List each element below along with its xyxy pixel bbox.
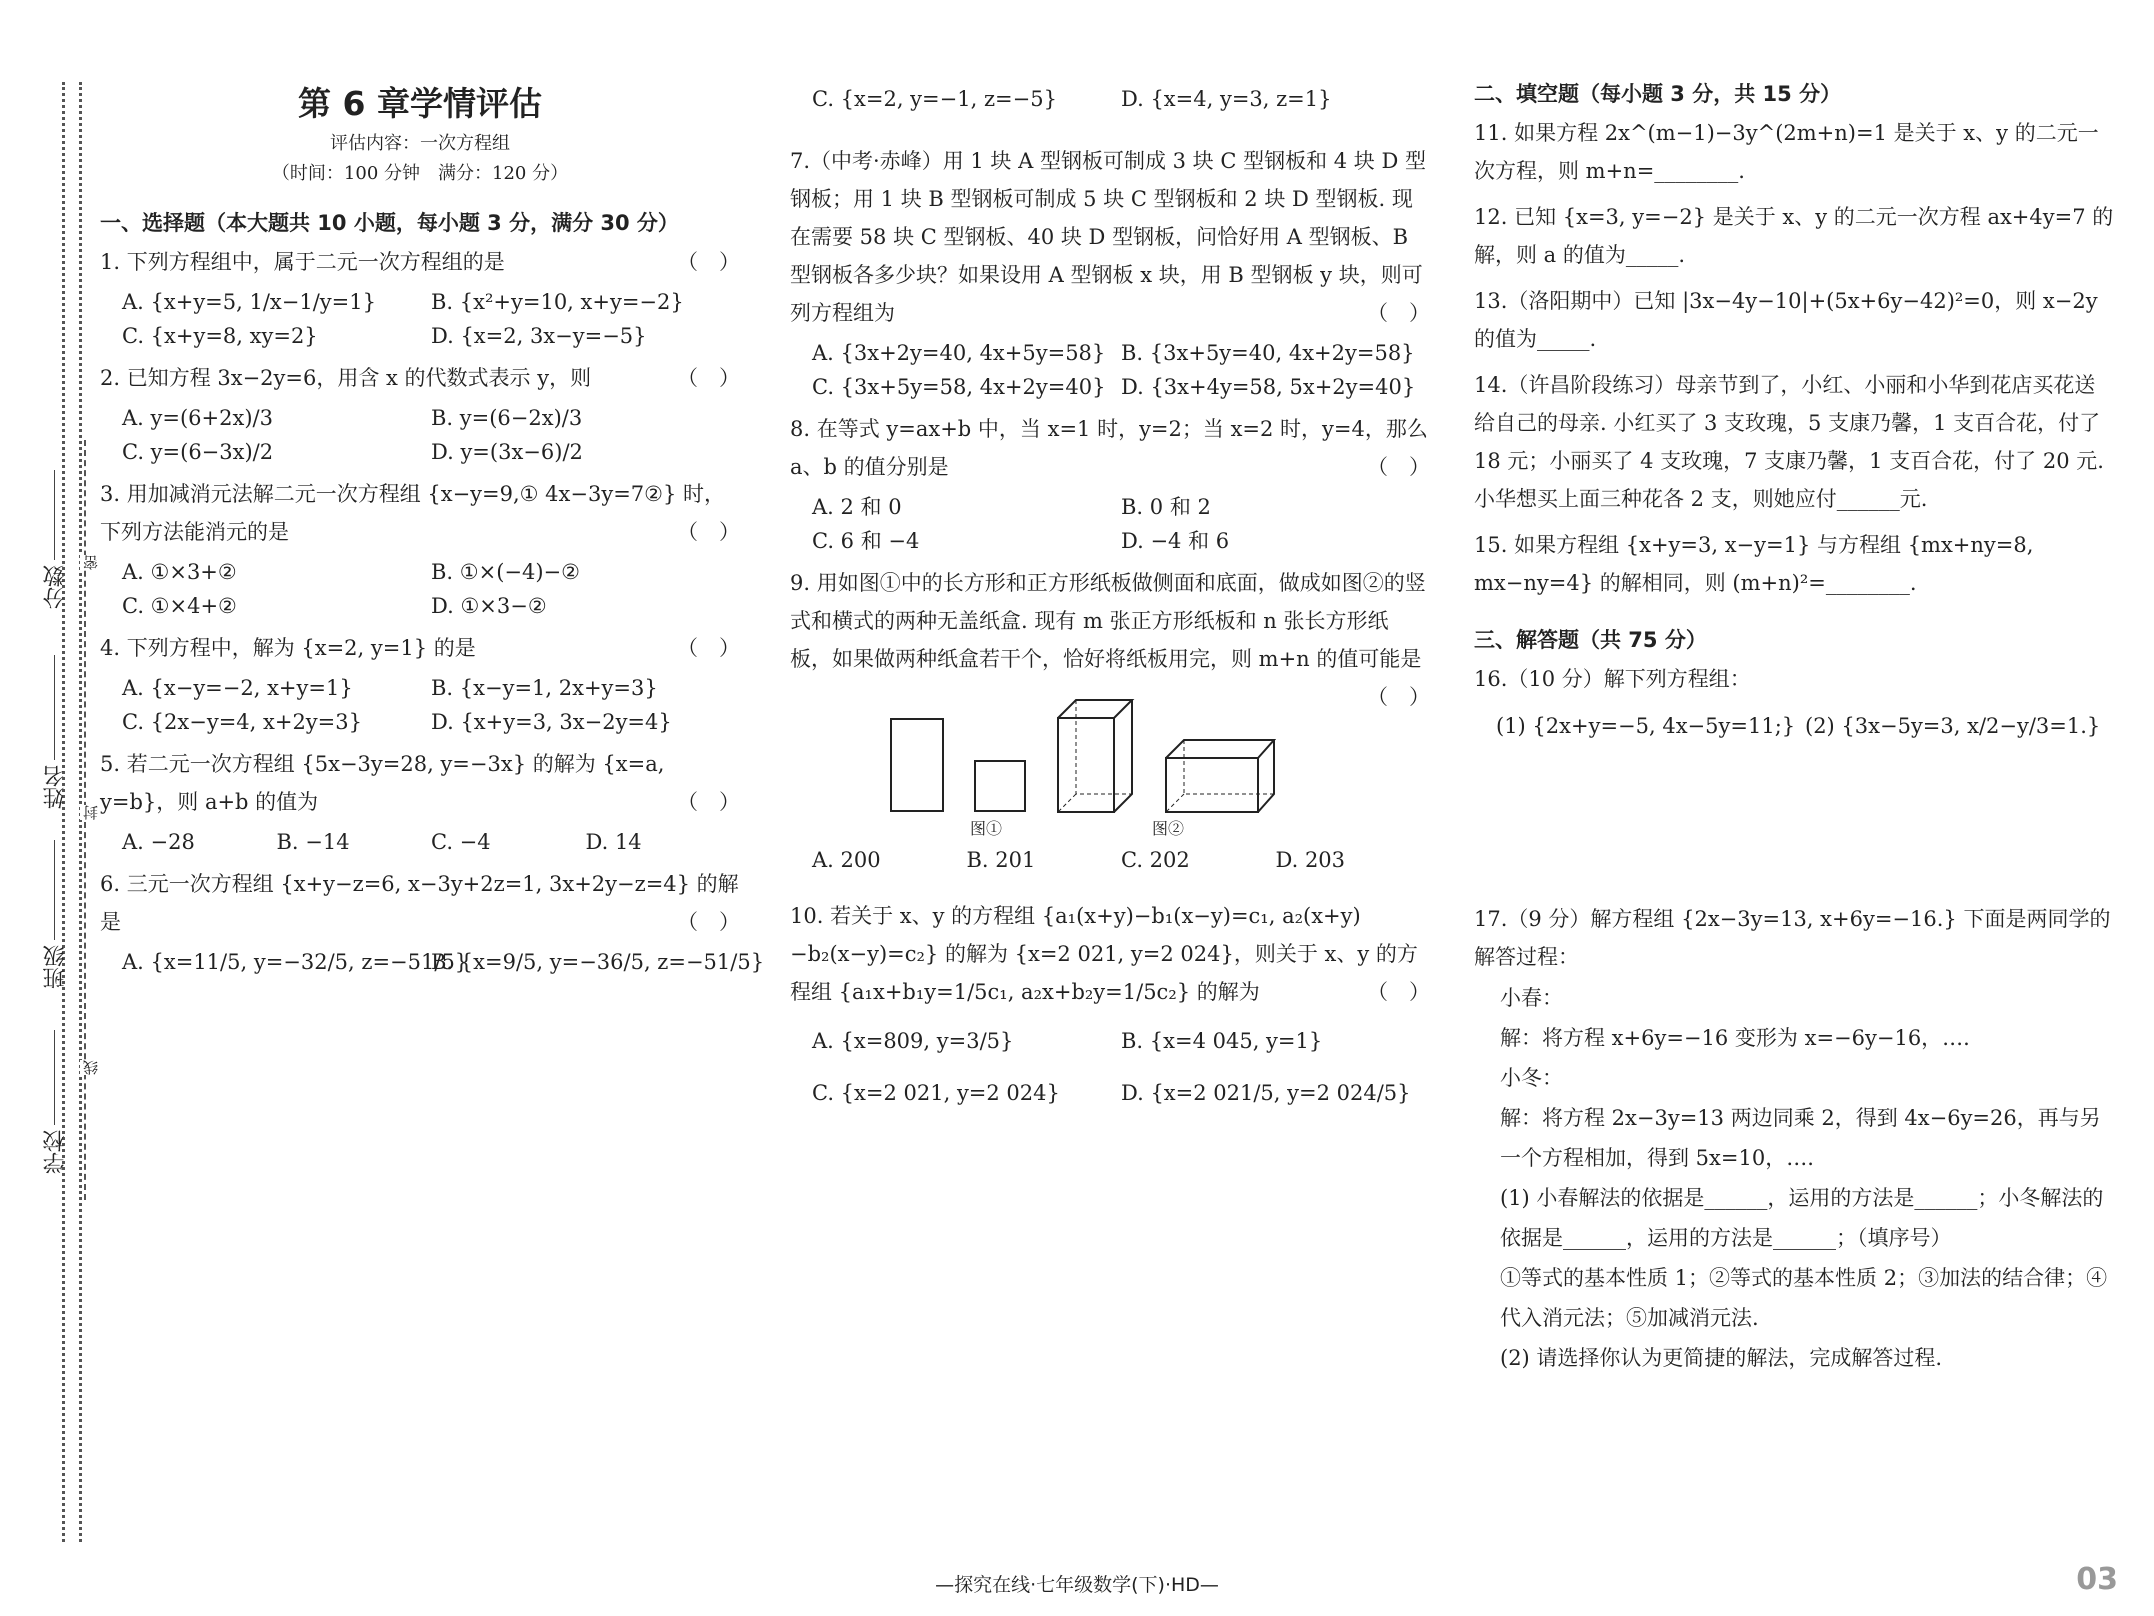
answer-paren: （ ） <box>677 636 740 660</box>
options-10 <box>812 1015 1430 1119</box>
student-2-name: 小冬： <box>1500 1066 1563 1090</box>
question-12: 12. 已知 {x=3, y=−2} 是关于 x、y 的二元一次方程 ax+4y=7 的解，则 a 的值为_____. <box>1474 205 2114 267</box>
question-16-parts <box>1496 702 2114 750</box>
question-text: 9. 用如图①中的长方形和正方形纸板做侧面和底面，做成如图②的竖式和横式的两种无盖纸盒. 现有 m 张正方形纸板和 n 张长方形纸板，如果做两种纸盒若干个，恰好将纸板用完，则 m+n 的值可能是 <box>790 571 1426 671</box>
question-text: 3. 用加减消元法解二元一次方程组 {x−y=9,① 4x−3y=7②} 时，下列方法能消元的是 <box>100 482 726 544</box>
option: A. {x=809, y=3/5} <box>812 1029 1014 1053</box>
option: D. 14 <box>585 830 642 854</box>
square-board-figure <box>974 760 1028 814</box>
options-1 <box>122 285 740 353</box>
option: A. 2 和 0 <box>812 495 902 519</box>
name-blank <box>54 655 55 760</box>
question-4 <box>100 629 740 667</box>
options-6 <box>122 945 765 979</box>
options-7 <box>812 336 1430 404</box>
option: B. −14 <box>276 830 350 854</box>
option: A. y=(6+2x)/3 <box>122 406 273 430</box>
options-8 <box>812 490 1430 558</box>
option: B. y=(6−2x)/3 <box>431 406 583 430</box>
answer-paren: （ ） <box>677 366 740 390</box>
option: C. 6 和 −4 <box>812 529 920 553</box>
question-5 <box>100 745 740 821</box>
option: C. {x+y=8, xy=2} <box>122 324 318 348</box>
page-number: 03 <box>2076 1562 2118 1597</box>
option: C. y=(6−3x)/2 <box>122 440 274 464</box>
figure-captions <box>970 816 1430 839</box>
option: A. {x=11/5, y=−32/5, z=−51/5} <box>122 950 469 974</box>
answer-paren: （ ） <box>677 910 740 934</box>
option: D. y=(3x−6)/2 <box>431 440 583 464</box>
answer-paren: （ ） <box>1367 301 1430 325</box>
time-info: （时间：100 分钟 满分：120 分） <box>271 163 569 184</box>
option: C. −4 <box>431 830 491 854</box>
options-9 <box>812 843 1430 877</box>
options-5 <box>122 825 740 859</box>
option: C. {x=2 021, y=2 024} <box>812 1081 1060 1105</box>
figure-1-caption: 图① <box>970 819 1003 838</box>
figure-2-caption: 图② <box>1152 819 1185 838</box>
section-choice: 一、选择题（本大题共 10 小题，每小题 3 分，满分 30 分） <box>100 211 679 235</box>
option: A. {3x+2y=40, 4x+5y=58} <box>812 341 1106 365</box>
answer-paren: （ ） <box>1367 455 1430 479</box>
school-label: 学校 <box>43 1130 68 1174</box>
page-title: 第 6 章学情评估 <box>298 84 542 123</box>
option: C. {3x+5y=58, 4x+2y=40} <box>812 375 1106 399</box>
section-answer: 三、解答题（共 75 分） <box>1474 628 1707 652</box>
question-text: 4. 下列方程中，解为 {x=2, y=1} 的是 <box>100 636 476 660</box>
seal-mark-xian: 线 <box>82 1060 100 1075</box>
question-15: 15. 如果方程组 {x+y=3, x−y=1} 与方程组 {mx+ny=8, mx−ny=4} 的解相同，则 (m+n)²=________. <box>1474 533 2034 595</box>
option: B. {3x+5y=40, 4x+2y=58} <box>1121 341 1415 365</box>
question-text: 5. 若二元一次方程组 {5x−3y=28, y=−3x} 的解为 {x=a, y=b}，则 a+b 的值为 <box>100 752 665 814</box>
answer-paren: （ ） <box>1367 685 1430 709</box>
question-6 <box>100 865 740 941</box>
question-13: 13.（洛阳期中）已知 |3x−4y−10|+(5x+6y−42)²=0，则 x−2y 的值为_____. <box>1474 289 2098 351</box>
section-fill: 二、填空题（每小题 3 分，共 15 分） <box>1474 82 1842 106</box>
part-2-question: (2) 请选择你认为更简捷的解法，完成解答过程. <box>1500 1346 1943 1370</box>
option: D. {3x+4y=58, 5x+2y=40} <box>1121 375 1416 399</box>
column-middle <box>790 60 1430 1125</box>
question-3 <box>100 475 740 551</box>
option: C. {2x−y=4, x+2y=3} <box>122 710 362 734</box>
vertical-box-figure <box>1056 698 1136 814</box>
part-2: (2) {3x−5y=3, x/2−y/3=1.} <box>1805 714 2101 738</box>
question-text: 10. 若关于 x、y 的方程组 {a₁(x+y)−b₁(x−y)=c₁, a₂(x+y)−b₂(x−y)=c₂} 的解为 {x=2 021, y=2 024}，则关于 x、y 的方程组 {a₁x+b₁y=1/5c₁, a₂x+b₂y=1/5c₂} 的解为 <box>790 904 1418 1004</box>
question-17: 17.（9 分）解方程组 {2x−3y=13, x+6y=−16.} 下面是两同学的解答过程： <box>1474 907 2111 969</box>
option: A. {x+y=5, 1/x−1/y=1} <box>122 290 376 314</box>
solution-block <box>1500 978 2114 1378</box>
option: B. {x−y=1, 2x+y=3} <box>431 676 658 700</box>
footer: —探究在线·七年级数学(下)·HD— <box>935 1574 1219 1596</box>
question-text: 6. 三元一次方程组 {x+y−z=6, x−3y+2z=1, 3x+2y−z=4} 的解是 <box>100 872 739 934</box>
option: D. ①×3−② <box>431 594 547 618</box>
student-1-solution: 解：将方程 x+6y=−16 变形为 x=−6y−16，…. <box>1500 1026 1970 1050</box>
answer-paren: （ ） <box>677 520 740 544</box>
question-text: 8. 在等式 y=ax+b 中，当 x=1 时，y=2；当 x=2 时，y=4，那么 a、b 的值分别是 <box>790 417 1428 479</box>
question-16: 16.（10 分）解下列方程组： <box>1474 667 1751 691</box>
class-blank <box>54 840 55 940</box>
question-text: 1. 下列方程组中，属于二元一次方程组的是 <box>100 250 505 274</box>
option: B. 201 <box>966 848 1036 872</box>
option: C. {x=2, y=−1, z=−5} <box>812 87 1057 111</box>
part-1-question: (1) 小春解法的依据是______，运用的方法是______；小冬解法的依据是______，运用的方法是______；（填序号） <box>1500 1186 2104 1250</box>
option: B. {x=4 045, y=1} <box>1121 1029 1323 1053</box>
option: B. {x²+y=10, x+y=−2} <box>431 290 684 314</box>
cut-line <box>84 440 86 1200</box>
option: B. 0 和 2 <box>1121 495 1211 519</box>
column-right <box>1474 60 2114 1378</box>
question-7 <box>790 142 1430 332</box>
name-label: 姓名 <box>43 765 68 809</box>
binding-dots <box>62 82 82 1542</box>
part-1-choices: ①等式的基本性质 1；②等式的基本性质 2；③加法的结合律；④代入消元法；⑤加减消元法. <box>1500 1266 2108 1330</box>
seal-mark-mi: 密 <box>82 555 100 570</box>
column-left <box>100 60 765 985</box>
student-1-name: 小春： <box>1500 986 1563 1010</box>
answer-paren: （ ） <box>677 250 740 274</box>
option: D. {x+y=3, 3x−2y=4} <box>431 710 672 734</box>
question-2 <box>100 359 740 397</box>
question-8 <box>790 410 1430 486</box>
question-1 <box>100 243 740 281</box>
subtitle: 评估内容：一次方程组 <box>330 133 510 154</box>
option: D. 203 <box>1275 848 1346 872</box>
question-10 <box>790 897 1430 1011</box>
option: A. ①×3+② <box>122 560 237 584</box>
answer-paren: （ ） <box>1367 980 1430 1004</box>
option: A. 200 <box>812 848 881 872</box>
student-2-solution: 解：将方程 2x−3y=13 两边同乘 2，得到 4x−6y=26，再与另一个方程相加，得到 5x=10，…. <box>1500 1106 2101 1170</box>
question-text: 7.（中考·赤峰）用 1 块 A 型钢板可制成 3 块 C 型钢板和 4 块 D 型钢板；用 1 块 B 型钢板可制成 5 块 C 型钢板和 2 块 D 型钢板. 现在需要 58 块 C 型钢板、40 块 D 型钢板，问恰好用 A 型钢板、B 型钢板各多少块？如果设用 A 型钢板 x 块，用 B 型钢板 y 块，则可列方程组为 <box>790 149 1426 325</box>
answer-paren: （ ） <box>677 790 740 814</box>
options-6-continued <box>812 82 1430 116</box>
score-blank <box>54 470 55 560</box>
option: B. {x=9/5, y=−36/5, z=−51/5} <box>431 950 765 974</box>
option: D. {x=2 021/5, y=2 024/5} <box>1121 1081 1411 1105</box>
option: C. 202 <box>1121 848 1190 872</box>
question-9 <box>790 564 1430 709</box>
options-2 <box>122 401 740 469</box>
question-text: 2. 已知方程 3x−2y=6，用含 x 的代数式表示 y，则 <box>100 366 592 390</box>
option: D. {x=2, 3x−y=−5} <box>431 324 647 348</box>
options-3 <box>122 555 740 623</box>
option: D. {x=4, y=3, z=1} <box>1121 87 1332 111</box>
option: D. −4 和 6 <box>1121 529 1230 553</box>
horizontal-box-figure <box>1164 738 1276 814</box>
rectangle-board-figure <box>890 718 946 814</box>
question-11: 11. 如果方程 2x^(m−1)−3y^(2m+n)=1 是关于 x、y 的二元一次方程，则 m+n=________. <box>1474 121 2099 183</box>
option: A. −28 <box>122 830 195 854</box>
option: A. {x−y=−2, x+y=1} <box>122 676 353 700</box>
seal-mark-feng: 封 <box>82 805 100 820</box>
question-14: 14.（许昌阶段练习）母亲节到了，小红、小丽和小华到花店买花送给自己的母亲. 小红买了 3 支玫瑰，5 支康乃馨，1 支百合花，付了 18 元；小丽买了 4 支玫瑰，7 支康乃馨，1 支百合花，付了 20 元. 小华想买上面三种花各 2 支，则她应付______元. <box>1474 373 2104 511</box>
option: B. ①×(−4)−② <box>431 560 580 584</box>
class-label: 班级 <box>43 945 68 989</box>
score-label: 分数 <box>43 565 68 609</box>
option: C. ①×4+② <box>122 594 237 618</box>
part-1: (1) {2x+y=−5, 4x−5y=11;} <box>1496 714 1796 738</box>
school-blank <box>54 1030 55 1125</box>
options-4 <box>122 671 740 739</box>
figure <box>890 698 1367 814</box>
